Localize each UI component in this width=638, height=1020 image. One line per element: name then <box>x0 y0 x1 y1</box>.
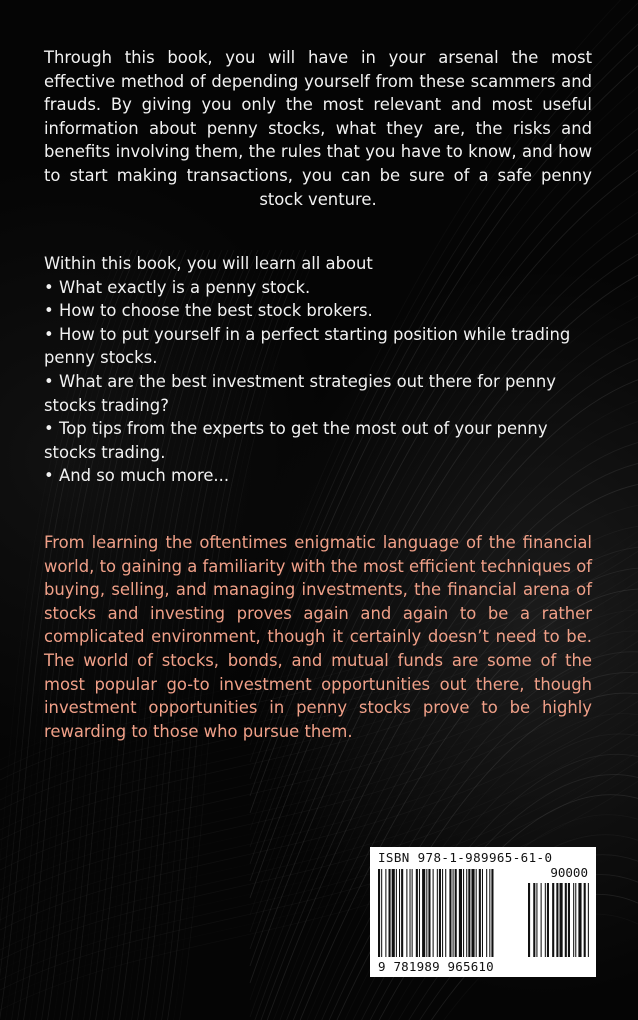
list-item <box>44 370 592 417</box>
barcode-bar <box>426 869 427 957</box>
bullet: • <box>44 301 54 321</box>
barcode-addon-bar <box>545 883 546 957</box>
barcode-bar <box>471 869 474 957</box>
barcode-bar <box>399 869 400 957</box>
barcode-bar <box>482 869 483 957</box>
isbn-barcode <box>370 847 596 977</box>
barcode-bar <box>389 869 391 957</box>
barcode-bar <box>486 869 487 957</box>
barcode-addon-bar <box>528 883 530 957</box>
list-item-text: How to choose the best stock brokers. <box>59 301 373 321</box>
barcode-addon-bar <box>568 883 570 957</box>
list-item-text: What are the best investment strategies out there for penny stocks trading? <box>44 371 556 415</box>
barcode-bar <box>392 869 395 957</box>
barcode-bar <box>378 869 380 957</box>
bullet: • <box>44 419 54 439</box>
barcode-bar <box>449 869 451 957</box>
barcode-bar <box>439 869 441 957</box>
barcode-addon-bar <box>541 883 542 957</box>
list-item <box>44 464 592 488</box>
learn-list <box>44 276 592 488</box>
barcode-bar <box>385 869 386 957</box>
barcode-bar <box>381 869 382 957</box>
barcode-bar <box>401 869 403 957</box>
barcode-addon-bar <box>588 883 589 957</box>
list-item <box>44 323 592 370</box>
pitch-paragraph: From learning the oftentimes enigmatic language of the financial world, to gaining a familiarity with the most efficient techniques of buying, selling, and managing investments, the financial arena of stocks and investing proves again and again to be a rather complicated environment, though it certainly doesn’t need to be. The world of stocks, bonds, and mutual funds are some of the most popular go-to investment opportunities out there, though investment opportunities in penny stocks prove to be highly rewarding to those who pursue them. <box>44 533 592 741</box>
barcode-addon-bar <box>578 883 581 957</box>
barcode-bar <box>479 869 481 957</box>
barcode-addon-bar <box>584 883 586 957</box>
bullet: • <box>44 277 54 297</box>
barcode-bar <box>437 869 438 957</box>
barcode-bar <box>455 869 457 957</box>
barcode-addon-bar <box>560 883 563 957</box>
barcode-bar <box>422 869 425 957</box>
list-item <box>44 299 592 323</box>
barcode-bar <box>468 869 470 957</box>
barcode-addon-bar <box>556 883 558 957</box>
barcode-bar <box>406 869 407 957</box>
bullet: • <box>44 466 54 486</box>
barcode-addon-bar <box>565 883 567 957</box>
barcode-bar <box>396 869 397 957</box>
barcode-bar <box>453 869 454 957</box>
barcode-addon-bar <box>573 883 574 957</box>
learn-heading: Within this book, you will learn all about <box>44 254 373 273</box>
list-item <box>44 276 592 300</box>
barcode-bar <box>442 869 443 957</box>
barcode-addon-bar <box>536 883 537 957</box>
barcode-bar <box>419 869 420 957</box>
barcode-addon-bar <box>547 883 549 957</box>
isbn-label: ISBN 978-1-989965-61-0 <box>378 850 553 865</box>
price-code: 90000 <box>550 865 588 880</box>
list-item <box>44 417 592 464</box>
barcode-bar <box>410 869 411 957</box>
barcode-addon-bar <box>533 883 535 957</box>
barcode-bar <box>428 869 430 957</box>
intro-paragraph: Through this book, you will have in your arsenal the most effective method of depending yourself from these scammers and frauds. By giving you only the most relevant and most useful information about penny stocks, what they are, the risks and benefits involving them, the rules that you have to know, and how to start making transactions, you can be sure of a safe penny stock venture. <box>44 48 592 209</box>
barcode-addon-bar <box>552 883 554 957</box>
learn-section <box>44 252 592 488</box>
barcode-bar <box>416 869 418 957</box>
barcode-bar <box>445 869 446 957</box>
bullet: • <box>44 324 54 344</box>
barcode-bar <box>489 869 490 957</box>
isbn-digits: 9 781989 965610 <box>378 959 494 974</box>
list-item-text: And so much more... <box>59 466 230 486</box>
barcode-bar <box>476 869 477 957</box>
barcode-bar <box>433 869 434 957</box>
bullet: • <box>44 371 54 391</box>
list-item-text: What exactly is a penny stock. <box>59 277 311 297</box>
barcode-bar <box>459 869 462 957</box>
barcode-bar <box>412 869 413 957</box>
barcode-bar <box>463 869 464 957</box>
barcode-bar <box>466 869 467 957</box>
list-item-text: Top tips from the experts to get the most out of your penny stocks trading. <box>44 419 548 462</box>
barcode-addon-bar <box>575 883 576 957</box>
barcode-bar <box>491 869 493 957</box>
list-item-text: How to put yourself in a perfect starting position while trading penny stocks. <box>44 324 571 368</box>
